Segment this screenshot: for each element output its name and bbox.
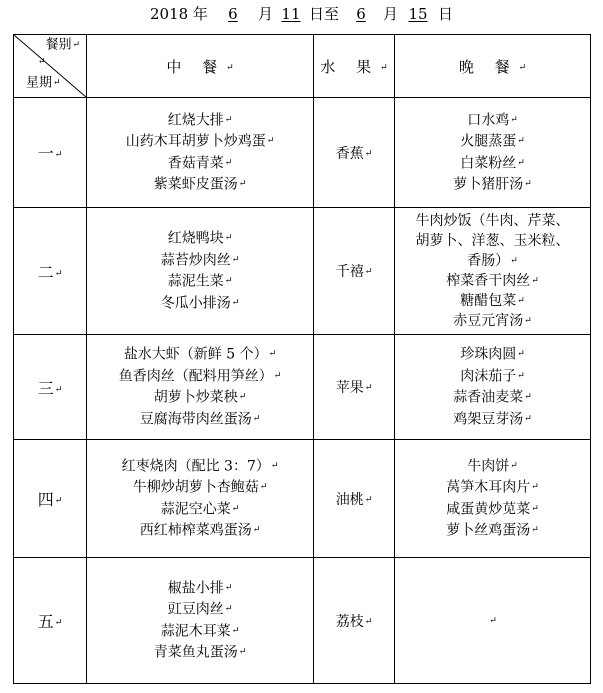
fruit-cell: 苹果↵ bbox=[314, 335, 395, 440]
start-day-value: 11 bbox=[281, 5, 301, 23]
menu-date-range-title bbox=[0, 4, 603, 24]
lunch-column-header: 中 餐↵ bbox=[87, 35, 314, 98]
dish-item: 蒜苔炒肉丝↵ bbox=[160, 252, 240, 268]
dish-item: 胡萝卜、洋葱、玉米粒、 bbox=[415, 233, 570, 249]
table-row bbox=[14, 208, 591, 335]
dinner-cell bbox=[395, 208, 591, 335]
lunch-cell bbox=[87, 335, 314, 440]
table-row bbox=[14, 335, 591, 440]
day-to-label: 日至 bbox=[308, 5, 339, 23]
dinner-cell bbox=[395, 335, 591, 440]
dinner-column-header: 晚 餐↵ bbox=[395, 35, 591, 98]
dish-item: 冬瓜小排汤↵ bbox=[160, 295, 240, 311]
weekday-cell: 三↵ bbox=[14, 335, 87, 440]
lunch-cell bbox=[87, 440, 314, 558]
start-month-value: 6 bbox=[228, 5, 238, 23]
dish-item: 蒜香油麦菜↵ bbox=[453, 389, 532, 406]
year-text: 2018 年 bbox=[149, 5, 208, 23]
dish-item: 鱼香肉丝（配料用笋丝）↵ bbox=[118, 368, 282, 384]
dish-item: 红烧鸭块↵ bbox=[167, 230, 233, 247]
dish-item: 青菜鱼丸蛋汤↵ bbox=[153, 644, 247, 661]
dish-item: 牛肉炒饭（牛肉、芹菜、 bbox=[415, 213, 570, 229]
dish-item: 蒜泥木耳菜↵ bbox=[160, 623, 240, 639]
dish-item: 牛柳炒胡萝卜杏鲍菇↵ bbox=[132, 479, 268, 496]
dish-item: 西红柿榨菜鸡蛋汤↵ bbox=[139, 522, 261, 539]
dish-item: 豇豆肉丝↵ bbox=[167, 601, 233, 618]
dish-item: 肉沫茄子↵ bbox=[460, 368, 525, 384]
dinner-dish-list bbox=[395, 211, 590, 331]
dinner-cell-empty bbox=[395, 558, 591, 684]
dish-item: 红烧大排↵ bbox=[167, 112, 233, 128]
dish-item: 盐水大虾（新鲜 5 个）↵ bbox=[123, 346, 277, 363]
weekday-cell: 四↵ bbox=[14, 440, 87, 558]
dish-item: 山药木耳胡萝卜炒鸡蛋↵ bbox=[125, 133, 275, 150]
meal-type-label: 餐别↵ bbox=[45, 37, 80, 53]
lunch-cell bbox=[87, 208, 314, 335]
paragraph-mark: ↵ bbox=[38, 57, 46, 67]
dish-item: 豆腐海带肉丝蛋汤↵ bbox=[139, 411, 261, 427]
table-row bbox=[14, 98, 591, 208]
lunch-cell bbox=[87, 558, 314, 684]
dish-item: 咸蛋黄炒苋菜↵ bbox=[446, 501, 539, 517]
dish-item: 莴笋木耳肉片↵ bbox=[446, 479, 539, 496]
dish-item: 香肠）↵ bbox=[467, 253, 518, 269]
fruit-cell: 荔枝↵ bbox=[314, 558, 395, 684]
lunch-cell bbox=[87, 98, 314, 208]
weekday-cell: 一↵ bbox=[14, 98, 87, 208]
dish-item: 蒜泥生菜↵ bbox=[167, 273, 233, 290]
end-month-value: 6 bbox=[356, 5, 366, 23]
dish-item: 椒盐小排↵ bbox=[167, 580, 233, 596]
lunch-dish-list bbox=[87, 228, 313, 314]
dinner-cell bbox=[395, 440, 591, 558]
lunch-dish-list bbox=[87, 344, 313, 430]
dish-item: 蒜泥空心菜↵ bbox=[160, 501, 240, 517]
dinner-dish-list bbox=[395, 110, 590, 196]
month-label: 月 bbox=[382, 5, 398, 23]
end-day-value: 15 bbox=[408, 5, 428, 23]
fruit-cell: 千禧↵ bbox=[314, 208, 395, 335]
dish-item: 紫菜虾皮蛋汤↵ bbox=[153, 176, 247, 193]
dish-item: 口水鸡↵ bbox=[467, 112, 518, 128]
weekday-label: 星期↵ bbox=[26, 75, 61, 90]
dish-item: 牛肉饼↵ bbox=[467, 458, 518, 474]
day-label: 日 bbox=[437, 5, 453, 23]
fruit-column-header: 水 果↵ bbox=[314, 35, 395, 98]
weekday-cell: 五↵ bbox=[14, 558, 87, 684]
dish-item: 赤豆元宵汤↵ bbox=[453, 313, 532, 329]
dish-item: 糖醋包菜↵ bbox=[460, 293, 525, 309]
fruit-cell: 油桃↵ bbox=[314, 440, 395, 558]
dish-item: 萝卜丝鸡蛋汤↵ bbox=[446, 522, 539, 539]
weekly-menu-table bbox=[13, 34, 591, 684]
dish-item: 白菜粉丝↵ bbox=[460, 155, 525, 171]
dish-item: 萝卜猪肝汤↵ bbox=[453, 176, 532, 193]
dinner-cell bbox=[395, 98, 591, 208]
lunch-dish-list bbox=[87, 456, 313, 542]
dish-item: 鸡架豆芽汤↵ bbox=[453, 411, 532, 427]
dish-item: 火腿蒸蛋↵ bbox=[460, 133, 525, 150]
fruit-cell: 香蕉↵ bbox=[314, 98, 395, 208]
lunch-dish-list bbox=[87, 578, 313, 664]
table-row bbox=[14, 440, 591, 558]
corner-header-cell bbox=[14, 35, 87, 98]
month-label: 月 bbox=[257, 5, 273, 23]
dish-item: 珍珠肉圆↵ bbox=[460, 346, 525, 363]
table-row bbox=[14, 558, 591, 684]
dinner-dish-list bbox=[395, 344, 590, 430]
lunch-dish-list bbox=[87, 110, 313, 196]
weekday-cell: 二↵ bbox=[14, 208, 87, 335]
dish-item: 胡萝卜炒菜秧↵ bbox=[153, 389, 247, 406]
dish-item: 香菇青菜↵ bbox=[167, 155, 233, 171]
dinner-dish-list bbox=[395, 456, 590, 542]
table-header-row bbox=[14, 35, 591, 98]
dish-item: 榨菜香干肉丝↵ bbox=[446, 273, 539, 289]
paragraph-mark: ↵ bbox=[489, 615, 497, 626]
dish-item: 红枣烧肉（配比 3：7）↵ bbox=[121, 458, 279, 474]
